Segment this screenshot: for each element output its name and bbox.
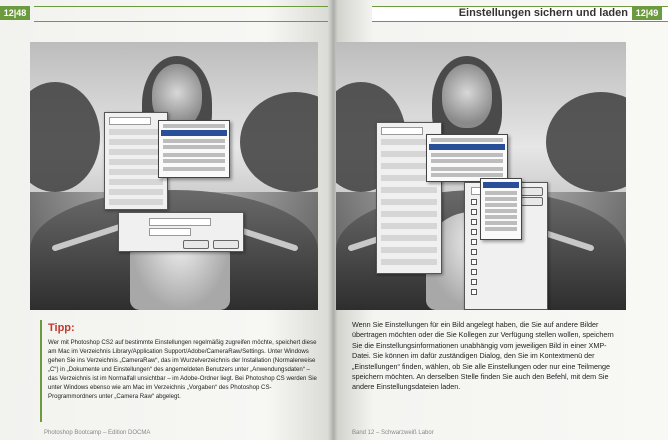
tip-title: Tipp: — [48, 322, 75, 334]
cancel-button[interactable] — [183, 240, 209, 249]
settings-context-menu — [426, 134, 508, 182]
body-text: Wenn Sie Einstellungen für ein Bild angelegt haben, die Sie auf andere Bilder übertragen möchten oder die Sie Kollegen zur Verfügung stellen wollen, speichern Sie die Einstellungsinformationen unabhängig vom jeweiligen Bild in einer XMP-Datei. Sie können im dafür zuständigen Dialog, den Sie im Kontextmenü der „Einstellungen“ finden, wählen, ob Sie alle Einstellungen oder nur eine Teilmenge speichern möchten. An derselben Stelle finden Sie auch den Befehl, mit dem Sie andere Einstellungsdateien laden. — [352, 320, 614, 392]
left-header-rule — [34, 6, 328, 22]
face — [442, 64, 492, 128]
menu-item-selected[interactable] — [483, 182, 519, 188]
settings-context-menu — [158, 120, 230, 178]
checkbox[interactable] — [471, 269, 477, 275]
right-screenshot-photo — [336, 42, 626, 310]
menu-item-selected[interactable] — [429, 144, 505, 150]
checkbox[interactable] — [471, 219, 477, 225]
subset-dropdown-menu — [480, 178, 522, 240]
right-footer: Band 12 – Schwarzweiß Labor — [352, 430, 434, 436]
settings-dropdown[interactable] — [109, 117, 151, 125]
cancel-button[interactable] — [521, 197, 543, 206]
tip-text: Wer mit Photoshop CS2 auf bestimmte Einstellungen regelmäßig zugreifen möchte, speichert diese am Mac im Verzeichnis Library/Application Support/Adobe/CameraRaw/Settings. Unter Windows gehen Sie ins Verzeichnis „CameraRaw“, das im Wurzelverzeichnis der Installation (Normalerweise „C“) in „Dokumente und Einstellungen“ des angemeldeten Benutzers unter „Anwendungsdaten“ – das Verzeichnis ist im Normalfall unsichtbar – im Adobe-Ordner liegt. Bei Photoshop CS werden Sie unter Windows ebenso wie am Mac im Verzeichnis „Vorgaben“ des Photoshop CS-Programmordners unter „Camera Raw“ abgelegt. — [48, 339, 317, 400]
filename-field[interactable] — [149, 218, 211, 226]
chapter-title: Einstellungen sichern und laden — [458, 7, 628, 19]
location-dropdown[interactable] — [149, 228, 191, 236]
save-button[interactable] — [213, 240, 239, 249]
left-screenshot-photo — [30, 42, 318, 310]
settings-dropdown[interactable] — [381, 127, 423, 135]
checkbox[interactable] — [471, 229, 477, 235]
save-button[interactable] — [521, 187, 543, 196]
checkbox[interactable] — [471, 259, 477, 265]
menu-item-selected[interactable] — [161, 130, 227, 136]
save-settings-dialog — [118, 212, 244, 252]
checkbox[interactable] — [471, 209, 477, 215]
checkbox[interactable] — [471, 249, 477, 255]
right-page-number: 12|49 — [632, 6, 662, 20]
checkbox[interactable] — [471, 239, 477, 245]
checkbox[interactable] — [471, 289, 477, 295]
checkbox[interactable] — [471, 279, 477, 285]
checkbox[interactable] — [471, 199, 477, 205]
left-footer: Photoshop Bootcamp – Edition DOCMA — [44, 430, 151, 436]
left-page-number: 12|48 — [3, 8, 27, 18]
